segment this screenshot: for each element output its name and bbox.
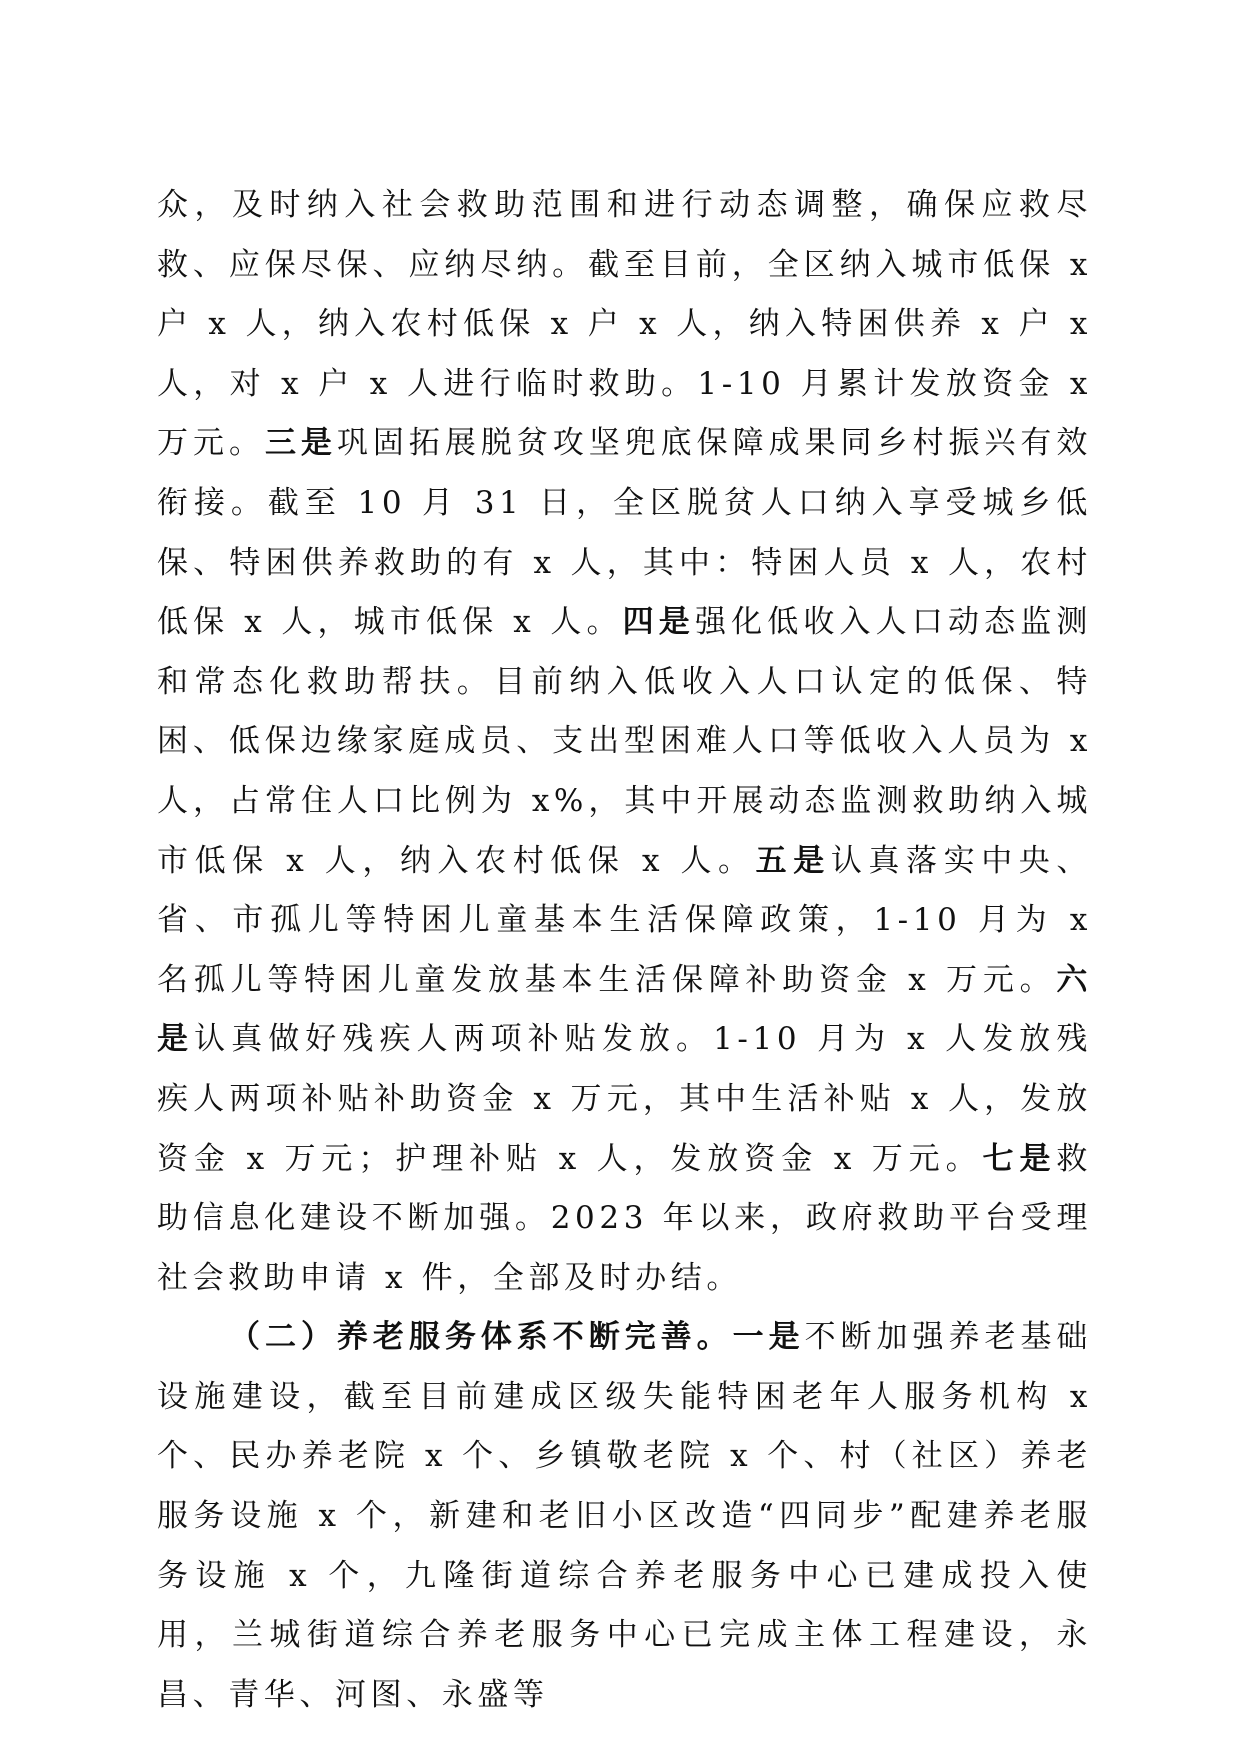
paragraph-elderly-care (157, 1308, 1092, 1725)
text-segment: 认真落实中央、省、市孤儿等特困儿童基本生活保障政策，1-10 月为 x 名孤儿等特困儿童发放基本生活保障补助资金 x 万元。 (157, 842, 1092, 998)
paragraph-social-assistance (157, 176, 1092, 1308)
text-segment: 巩固拓展脱贫攻坚兜底保障成果同乡村振兴有效衔接。截至 10 月 31 日，全区脱贫人口纳入享受城乡低保、特困供养救助的有 x 人，其中：特困人员 x 人，农村低保 x 人，城市低保 x 人。 (157, 425, 1092, 641)
document-body (157, 176, 1092, 1725)
text-segment: 众，及时纳入社会救助范围和进行动态调整，确保应救尽救、应保尽保、应纳尽纳。截至目前，全区纳入城市低保 x 户 x 人，纳入农村低保 x 户 x 人，纳入特困供养 x 户 x 人，对 x 户 x 人进行临时救助。1-10 月累计发放资金 x 万元。 (157, 187, 1092, 462)
ordinal-keyword-sixth: 六是 (157, 961, 1092, 1058)
text-segment: 救助信息化建设不断加强。2023 年以来，政府救助平台受理社会救助申请 x 件，全部及时办结。 (157, 1140, 1092, 1296)
text-segment: 强化低收入人口动态监测和常态化救助帮扶。目前纳入低收入人口认定的低保、特困、低保边缘家庭成员、支出型困难人口等低收入人员为 x 人，占常住人口比例为 x%，其中开展动态监测救助纳入城市低保 x 人，纳入农村低保 x 人。 (157, 604, 1092, 879)
ordinal-keyword-seventh: 七是 (982, 1140, 1057, 1177)
ordinal-keyword-fifth: 五是 (755, 842, 831, 879)
section-heading: （二）养老服务体系不断完善。 (229, 1319, 733, 1356)
text-segment: 认真做好残疾人两项补贴发放。1-10 月为 x 人发放残疾人两项补贴补助资金 x 万元，其中生活补贴 x 人，发放资金 x 万元；护理补贴 x 人，发放资金 x 万元。 (157, 1021, 1092, 1177)
ordinal-keyword-fourth: 四是 (622, 604, 695, 641)
ordinal-keyword-first: 一是 (732, 1319, 805, 1356)
ordinal-keyword-third: 三是 (264, 425, 337, 462)
text-segment: 不断加强养老基础设施建设，截至目前建成区级失能特困老年人服务机构 x 个、民办养老院 x 个、乡镇敬老院 x 个、村（社区）养老服务设施 x 个，新建和老旧小区改造“四同步”配建养老服务设施 x 个，九隆街道综合养老服务中心已建成投入使用，兰城街道综合养老服务中心已完成主体工程建设，永昌、青华、河图、永盛等 (157, 1319, 1092, 1713)
